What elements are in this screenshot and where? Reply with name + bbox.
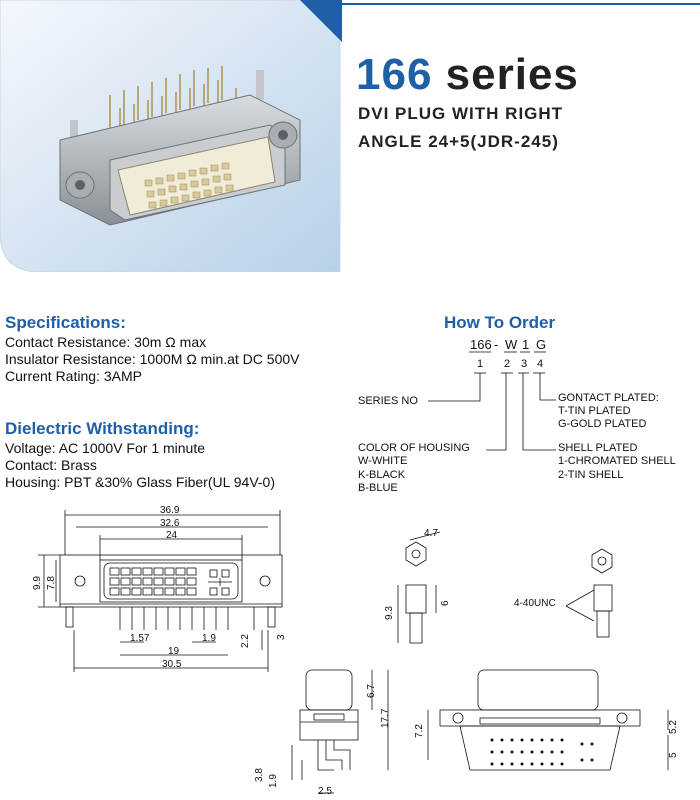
dim-7-8: 7.8 (46, 576, 57, 590)
color-white: W-WHITE (358, 455, 408, 467)
dim-6: 6 (440, 600, 451, 606)
subtitle-line-2: ANGLE 24+5(JDR-245) (358, 132, 559, 151)
contact-plated-label: GONTACT PLATED: (558, 392, 659, 404)
dim-9-9: 9.9 (32, 576, 43, 590)
dim-19: 19 (168, 646, 180, 657)
dim-4-7: 4.7 (424, 528, 438, 539)
series-no-label: SERIES NO (358, 395, 418, 407)
series-word: series (445, 50, 579, 99)
spec-contact-resistance: Contact Resistance: 30m Ω max (5, 334, 207, 350)
dim-24: 24 (166, 530, 178, 541)
dim-30-5: 30.5 (162, 659, 182, 670)
dim-3-8: 3.8 (254, 768, 265, 782)
dim-6-7: 6.7 (366, 684, 377, 698)
dim-2-5: 2.5 (318, 786, 332, 797)
shell-chromated: 1-CHROMATED SHELL (558, 455, 676, 467)
dielectric-heading: Dielectric Withstanding: (5, 419, 200, 438)
shell-tin: 2-TIN SHELL (558, 469, 624, 481)
order-index-4: 4 (537, 358, 544, 370)
order-index-3: 3 (521, 358, 528, 370)
dielectric-contact: Contact: Brass (5, 457, 97, 473)
spec-current-rating: Current Rating: 3AMP (5, 368, 142, 384)
dim-17-7: 17.7 (380, 708, 391, 728)
dim-5-2: 5.2 (668, 720, 679, 734)
order-code-shell: 1 (522, 337, 530, 352)
dim-7-2: 7.2 (414, 724, 425, 738)
order-index-1: 1 (477, 358, 484, 370)
order-code-contact: G (536, 337, 547, 352)
dielectric-housing: Housing: PBT &30% Glass Fiber(UL 94V-0) (5, 474, 276, 490)
dim-36-9: 36.9 (160, 505, 180, 516)
dim-2-2: 2.2 (240, 634, 251, 648)
order-code-color: W (505, 337, 518, 352)
thread-4-40unc: 4-40UNC (514, 598, 556, 609)
specifications-heading: Specifications: (5, 313, 126, 332)
dim-3: 3 (276, 634, 287, 640)
subtitle-line-1: DVI PLUG WITH RIGHT (358, 104, 564, 123)
color-black: K-BLACK (358, 469, 406, 481)
dim-9-3: 9.3 (384, 606, 395, 620)
spec-insulator-resistance: Insulator Resistance: 1000M Ω min.at DC 500V (5, 351, 300, 367)
contact-tin: T-TIN PLATED (558, 405, 631, 417)
color-blue: B-BLUE (358, 482, 398, 494)
dim-1-9-side: 1.9 (268, 774, 279, 788)
dim-1-57: 1.57 (130, 633, 150, 644)
order-code-dash: - (494, 337, 499, 352)
contact-gold: G-GOLD PLATED (558, 418, 647, 430)
dim-5: 5 (668, 752, 679, 758)
how-to-order-heading: How To Order (444, 313, 556, 332)
series-number: 166 (356, 50, 433, 99)
dim-32-6: 32.6 (160, 518, 180, 529)
order-code-series: 166 (470, 337, 492, 352)
dim-1-9: 1.9 (202, 633, 216, 644)
order-index-2: 2 (504, 358, 511, 370)
shell-plated-label: SHELL PLATED (558, 442, 638, 454)
color-housing-label: COLOR OF HOUSING (358, 442, 470, 454)
dielectric-voltage: Voltage: AC 1000V For 1 minute (5, 440, 206, 456)
